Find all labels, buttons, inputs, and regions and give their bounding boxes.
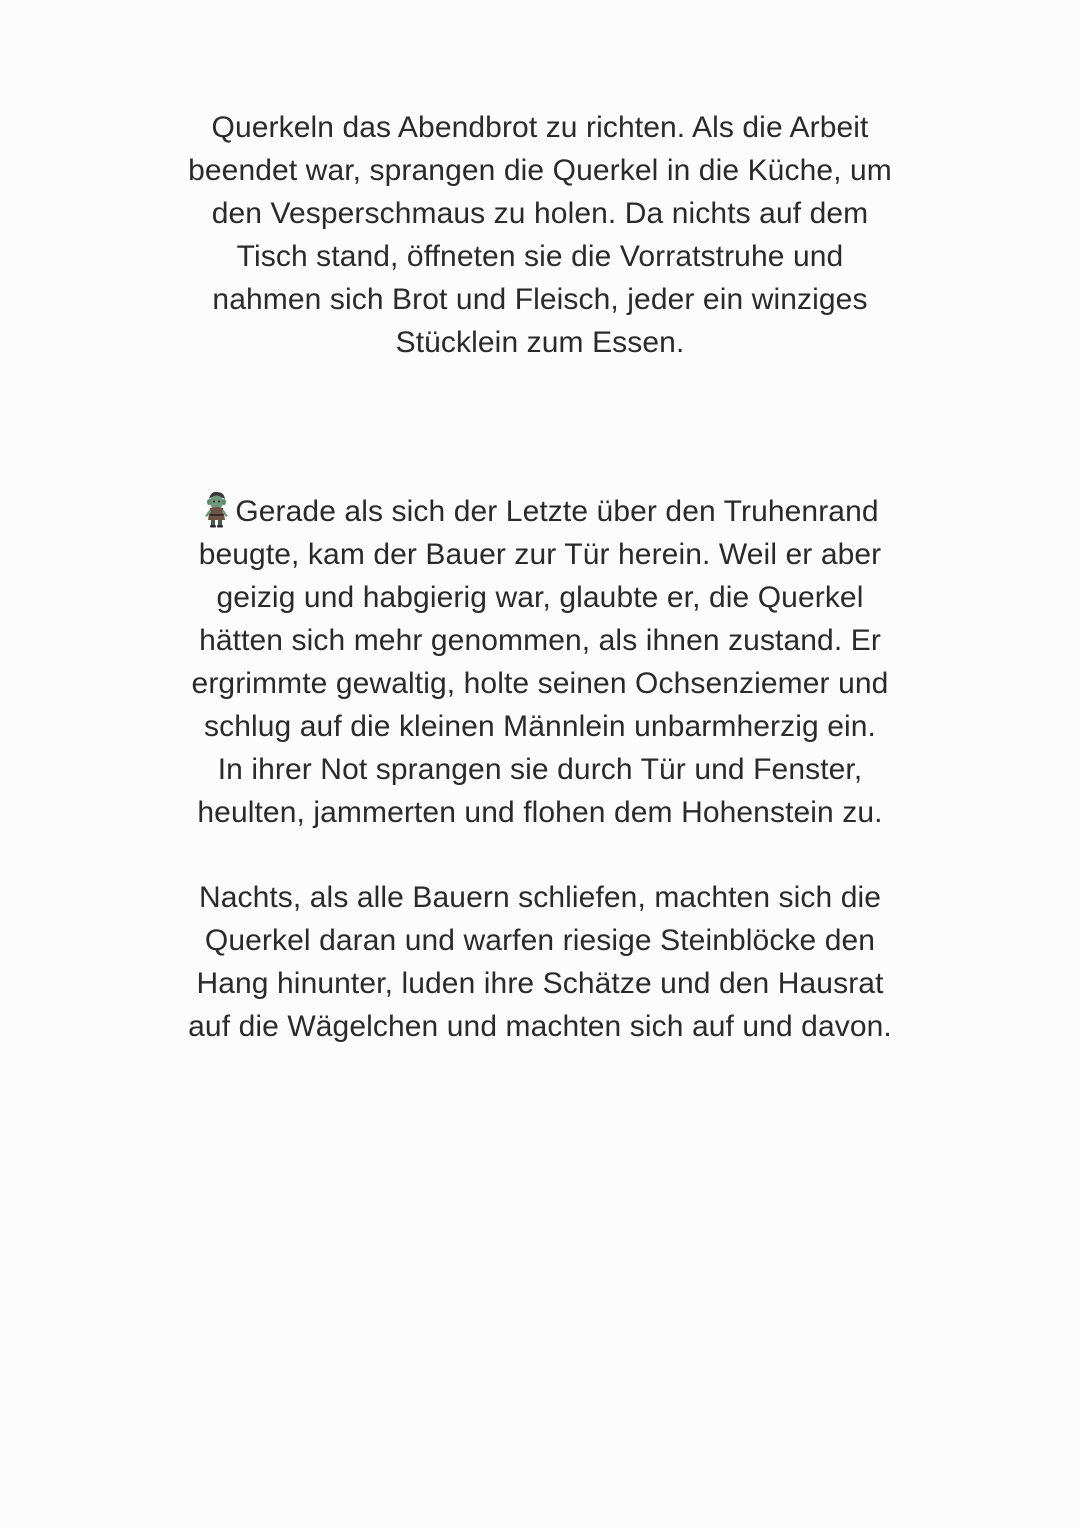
text-line: hätten sich mehr genommen, als ihnen zustand. Er	[199, 624, 881, 657]
text-line: nahmen sich Brot und Fleisch, jeder ein winziges	[212, 283, 868, 316]
text-line: schlug auf die kleinen Männlein unbarmherzig ein.	[204, 710, 876, 743]
text-line: Nachts, als alle Bauern schliefen, machten sich die	[198, 881, 882, 914]
text-line: ergrimmte gewaltig, holte seinen Ochsenziemer und	[191, 667, 889, 700]
text-line: Hang hinunter, luden ihre Schätze und den Hausrat	[196, 967, 884, 1000]
text-line-with-icon	[160, 490, 920, 533]
troll-icon	[201, 490, 231, 528]
text-line: Tisch stand, öffneten sie die Vorratstruhe und	[236, 240, 844, 273]
paragraph-1	[160, 106, 920, 364]
text-line: Querkeln das Abendbrot zu richten. Als die Arbeit	[211, 111, 869, 144]
text-line: geizig und habgierig war, glaubte er, die Querkel	[216, 581, 864, 614]
text-line: beugte, kam der Bauer zur Tür herein. Weil er aber	[198, 538, 882, 571]
text-line: Querkel daran und warfen riesige Steinblöcke den	[204, 924, 876, 957]
text-line: den Vesperschmaus zu holen. Da nichts auf dem	[211, 197, 869, 230]
text-line: beendet war, sprangen die Querkel in die Küche, um	[188, 154, 892, 187]
text-line: In ihrer Not sprangen sie durch Tür und Fenster,	[217, 753, 863, 786]
text-line: heulten, jammerten und flohen dem Hohenstein zu.	[197, 796, 883, 829]
paragraph-3	[160, 876, 920, 1048]
text-line: Stücklein zum Essen.	[395, 326, 685, 359]
paragraph-2	[160, 490, 920, 834]
text-line: Gerade als sich der Letzte über den Truhenrand	[235, 495, 879, 528]
text-line: auf die Wägelchen und machten sich auf und davon.	[188, 1010, 892, 1043]
